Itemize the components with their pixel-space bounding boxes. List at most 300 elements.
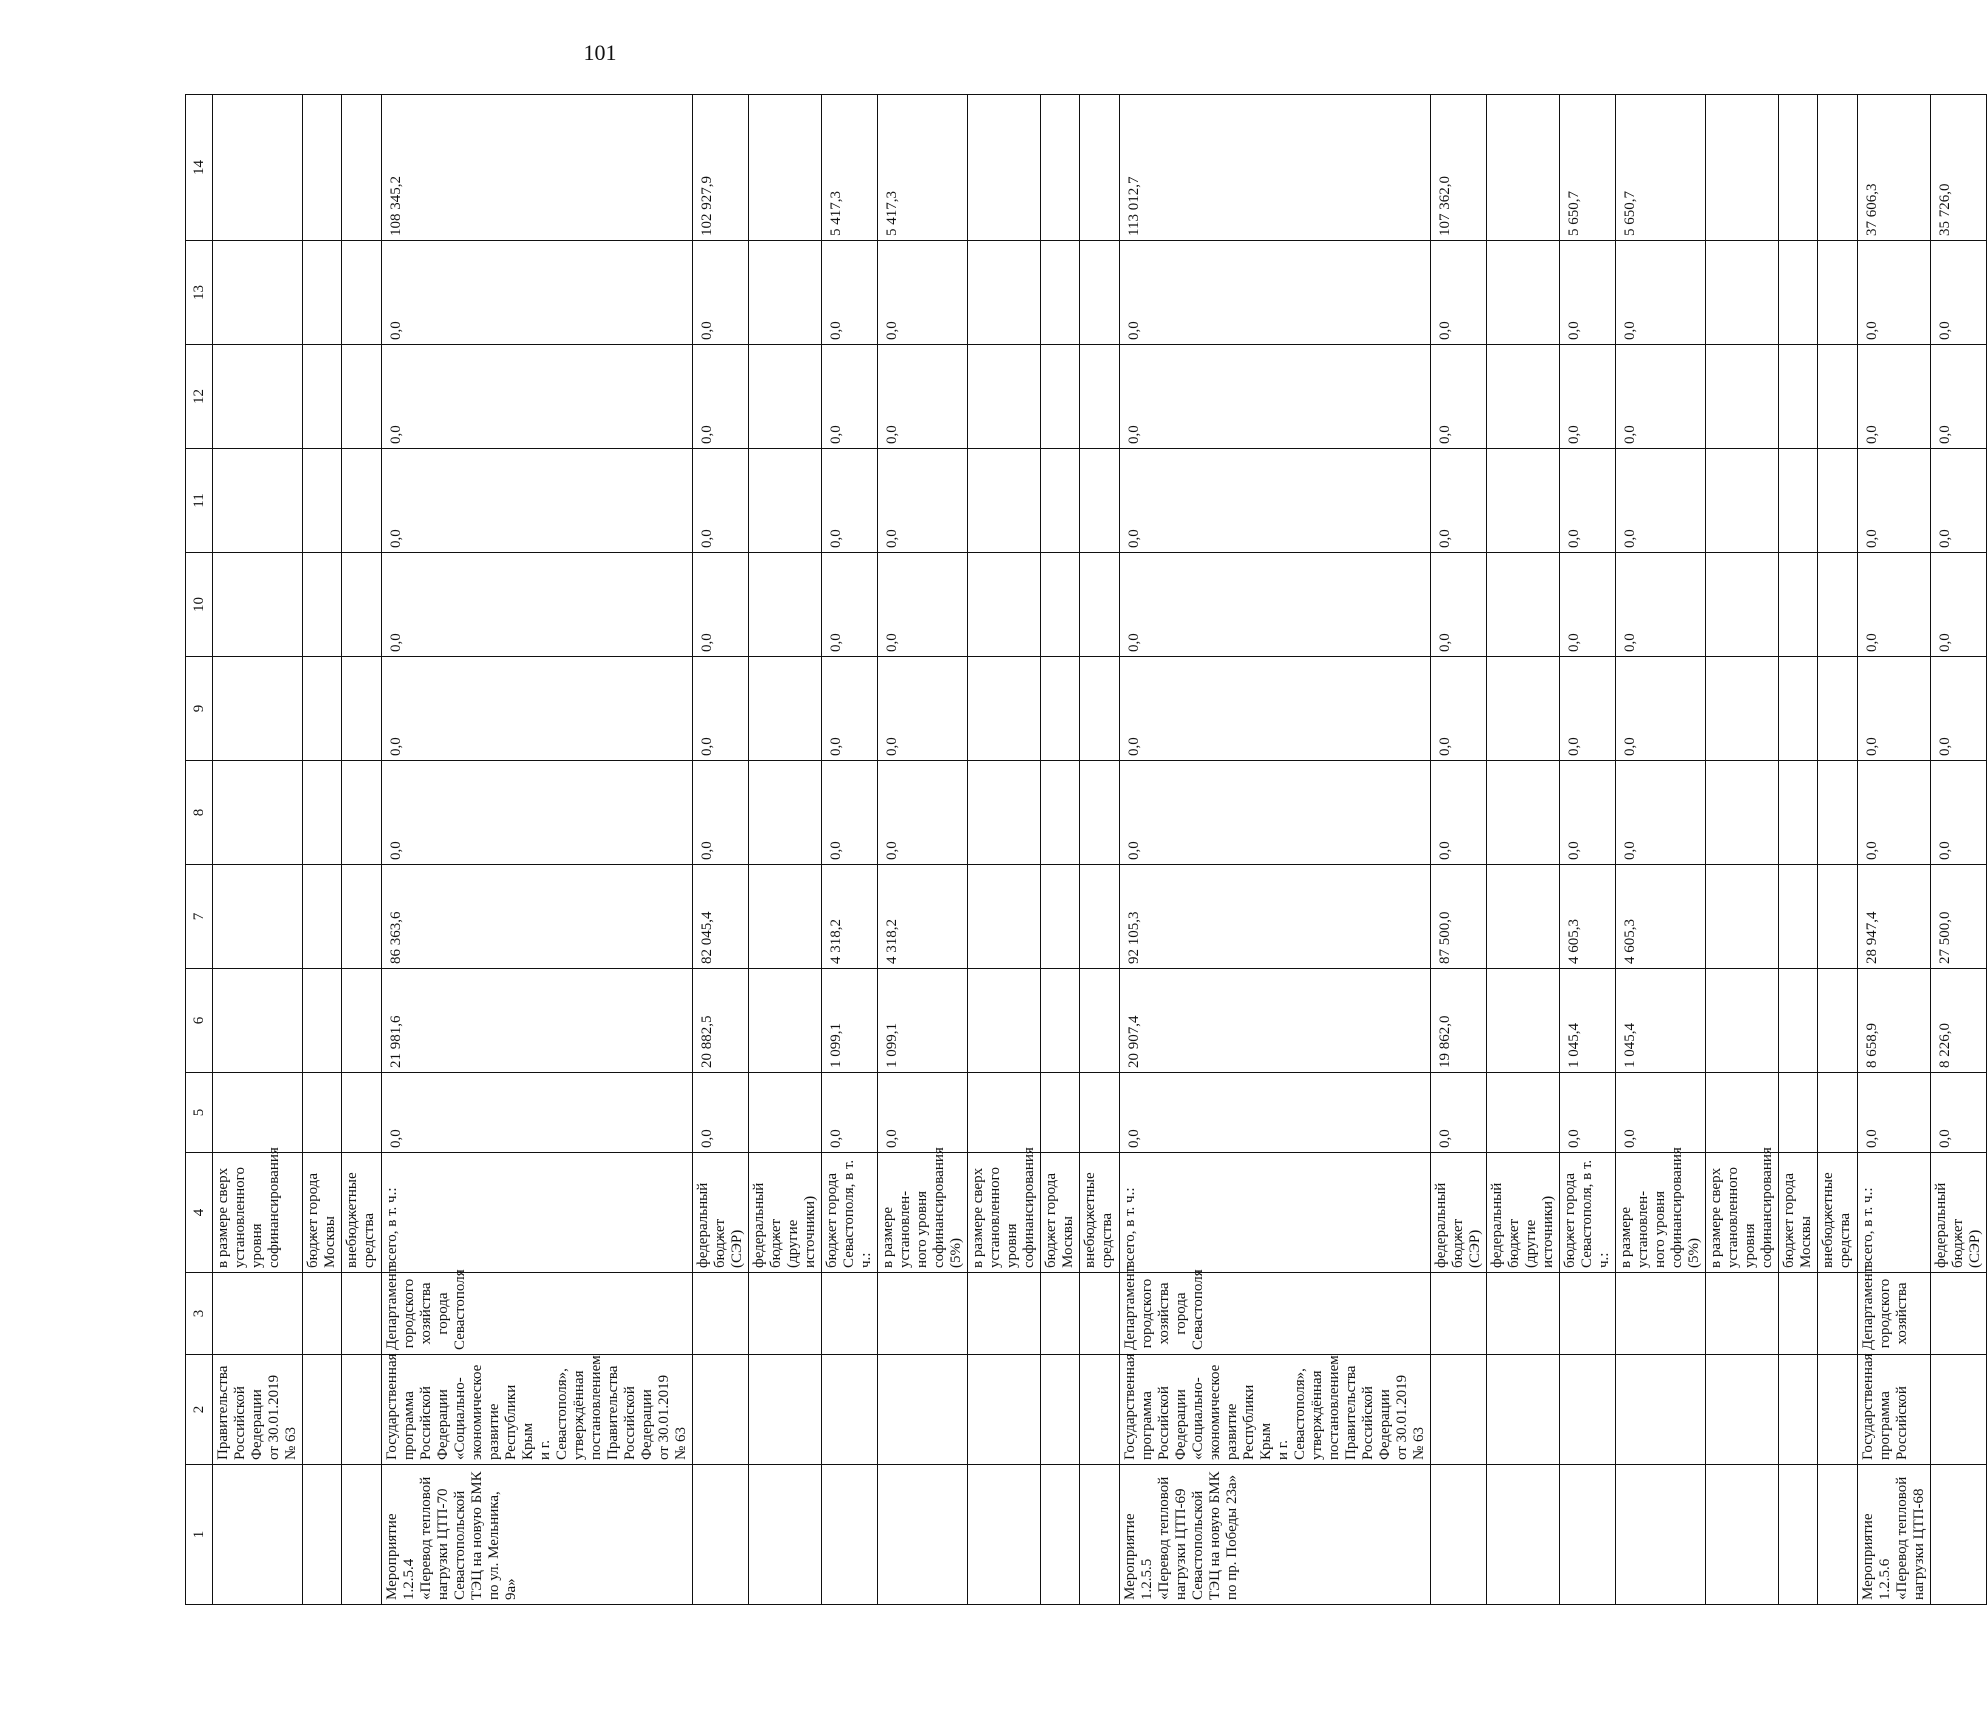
table-value-cell: 0,0	[1560, 553, 1616, 657]
column-number-cell: 3	[186, 1273, 213, 1355]
table-value-cell	[749, 449, 822, 553]
table-value-cell	[303, 95, 342, 241]
table-cell-c2: Государственная программа Российской Федерации «Социально- экономическое развитие Республики Крым и г. Севастополя», утверждённая постановлением Правительства Российской Федерации от 30.01.2019 № 63	[1120, 1355, 1431, 1465]
table-value-cell	[1779, 969, 1818, 1073]
table-value-cell: 0,0	[822, 657, 878, 761]
table-value-cell: 0,0	[1431, 241, 1487, 345]
table-value-cell	[1779, 345, 1818, 449]
table-value-cell: 0,0	[822, 1073, 878, 1153]
table-cell-c2	[1706, 1355, 1779, 1465]
table-value-cell	[968, 449, 1041, 553]
table-value-cell	[749, 969, 822, 1073]
table-cell-c1	[1080, 1465, 1120, 1605]
table-value-cell	[1779, 865, 1818, 969]
table-value-cell: 0,0	[1931, 1073, 1987, 1153]
table-cell-c1	[822, 1465, 878, 1605]
table-row	[382, 95, 693, 1605]
table-value-cell	[1818, 1073, 1858, 1153]
table-value-cell: 87 500,0	[1431, 865, 1487, 969]
table-value-cell	[303, 657, 342, 761]
column-number-cell: 4	[186, 1153, 213, 1273]
table-value-cell: 1 099,1	[878, 969, 968, 1073]
table-row	[968, 95, 1041, 1605]
table-value-cell: 35 726,0	[1931, 95, 1987, 241]
table-value-cell	[303, 553, 342, 657]
table-row	[1120, 95, 1431, 1605]
table-value-cell	[1487, 345, 1560, 449]
table-value-cell: 0,0	[382, 345, 693, 449]
table-value-cell	[1706, 241, 1779, 345]
table-value-cell: 0,0	[1931, 553, 1987, 657]
table-value-cell: 0,0	[878, 241, 968, 345]
table-cell-c2	[1487, 1355, 1560, 1465]
table-value-cell	[1487, 553, 1560, 657]
table-row	[303, 95, 342, 1605]
table-value-cell	[1818, 657, 1858, 761]
table-value-cell	[749, 1073, 822, 1153]
table-value-cell: 5 417,3	[822, 95, 878, 241]
table-cell-c4: федеральный бюджет (СЭР)	[693, 1153, 749, 1273]
table-value-cell	[749, 865, 822, 969]
table-cell-c2	[878, 1355, 968, 1465]
table-value-cell: 8 226,0	[1931, 969, 1987, 1073]
table-cell-c1: Мероприятие 1.2.5.6 «Перевод тепловой нагрузки ЦТП-68	[1858, 1465, 1931, 1605]
table-value-cell	[1487, 1073, 1560, 1153]
table-cell-c2: Правительства Российской Федерации от 30.01.2019 № 63	[213, 1355, 303, 1465]
table-body	[186, 95, 1987, 1605]
table-value-cell: 37 606,3	[1858, 95, 1931, 241]
table-value-cell: 0,0	[693, 761, 749, 865]
column-number-cell: 8	[186, 761, 213, 865]
table-cell-c1: Мероприятие 1.2.5.4 «Перевод тепловой нагрузки ЦТП-70 Севастопольской ТЭЦ на новую БМК по ул. Мельника, 9а»	[382, 1465, 693, 1605]
table-value-cell	[1080, 761, 1120, 865]
table-value-cell	[1041, 241, 1080, 345]
table-value-cell	[749, 761, 822, 865]
table-cell-c3	[878, 1273, 968, 1355]
table-row	[1706, 95, 1779, 1605]
table-cell-c1	[1041, 1465, 1080, 1605]
table-row	[1616, 95, 1706, 1605]
table-value-cell: 0,0	[382, 553, 693, 657]
table-value-cell: 0,0	[1120, 657, 1431, 761]
table-value-cell	[1080, 553, 1120, 657]
table-value-cell: 0,0	[1120, 1073, 1431, 1153]
table-cell-c3	[213, 1273, 303, 1355]
table-value-cell: 0,0	[878, 761, 968, 865]
table-value-cell: 0,0	[1120, 449, 1431, 553]
table-value-cell	[1818, 95, 1858, 241]
table-value-cell	[1080, 449, 1120, 553]
table-value-cell: 0,0	[1616, 761, 1706, 865]
table-value-cell: 4 318,2	[822, 865, 878, 969]
table-cell-c3	[303, 1273, 342, 1355]
table-value-cell: 5 650,7	[1616, 95, 1706, 241]
table-row	[749, 95, 822, 1605]
table-cell-c4: внебюджетные средства	[1080, 1153, 1120, 1273]
table-cell-c3	[1431, 1273, 1487, 1355]
table-value-cell: 82 045,4	[693, 865, 749, 969]
table-value-cell: 0,0	[1120, 241, 1431, 345]
table-value-cell	[1779, 553, 1818, 657]
table-value-cell: 0,0	[382, 657, 693, 761]
table-value-cell: 92 105,3	[1120, 865, 1431, 969]
table-value-cell: 0,0	[1616, 449, 1706, 553]
table-cell-c3	[1041, 1273, 1080, 1355]
table-value-cell: 0,0	[878, 657, 968, 761]
table-cell-c2	[1931, 1355, 1987, 1465]
table-value-cell: 0,0	[878, 449, 968, 553]
table-cell-c1	[1931, 1465, 1987, 1605]
table-value-cell	[213, 1073, 303, 1153]
table-value-cell: 0,0	[1616, 241, 1706, 345]
column-number-cell: 13	[186, 241, 213, 345]
table-value-cell	[1779, 657, 1818, 761]
table-value-cell	[1041, 345, 1080, 449]
table-value-cell: 1 099,1	[822, 969, 878, 1073]
column-number-cell: 11	[186, 449, 213, 553]
table-value-cell	[342, 657, 382, 761]
table-value-cell	[1080, 241, 1120, 345]
table-value-cell	[749, 345, 822, 449]
table-value-cell	[303, 865, 342, 969]
table-value-cell	[968, 657, 1041, 761]
table-value-cell: 0,0	[382, 449, 693, 553]
table-cell-c4: бюджет города Севастополя, в т. ч.:	[1560, 1153, 1616, 1273]
table-value-cell	[1706, 969, 1779, 1073]
table-cell-c4: федеральный бюджет (СЭР)	[1431, 1153, 1487, 1273]
table-cell-c3	[1706, 1273, 1779, 1355]
table-value-cell	[1706, 761, 1779, 865]
page-number: 101	[583, 40, 617, 65]
table-value-cell: 0,0	[822, 761, 878, 865]
table-cell-c1	[1706, 1465, 1779, 1605]
table-row	[1931, 95, 1987, 1605]
table-value-cell: 20 882,5	[693, 969, 749, 1073]
table-value-cell: 0,0	[822, 553, 878, 657]
table-cell-c3	[342, 1273, 382, 1355]
table-cell-c3	[1080, 1273, 1120, 1355]
table-value-cell	[1779, 761, 1818, 865]
table-value-cell	[1818, 449, 1858, 553]
table-cell-c1	[1487, 1465, 1560, 1605]
table-value-cell: 0,0	[1431, 1073, 1487, 1153]
table-cell-c4: всего, в т. ч.:	[1120, 1153, 1431, 1273]
table-value-cell: 1 045,4	[1560, 969, 1616, 1073]
table-value-cell: 0,0	[1858, 241, 1931, 345]
table-value-cell: 0,0	[1616, 657, 1706, 761]
column-number-cell: 9	[186, 657, 213, 761]
table-cell-c3: Департамент городского хозяйства города Севастополя	[382, 1273, 693, 1355]
table-row	[213, 95, 303, 1605]
table-value-cell	[968, 761, 1041, 865]
table-value-cell	[342, 553, 382, 657]
table-value-cell: 4 318,2	[878, 865, 968, 969]
table-value-cell: 0,0	[1931, 657, 1987, 761]
table-cell-c3	[822, 1273, 878, 1355]
table-value-cell: 0,0	[693, 657, 749, 761]
table-value-cell	[213, 345, 303, 449]
table-row	[1858, 95, 1931, 1605]
table-row	[1560, 95, 1616, 1605]
table-value-cell: 0,0	[693, 345, 749, 449]
table-value-cell	[1487, 449, 1560, 553]
table-value-cell	[968, 1073, 1041, 1153]
table-cell-c4: в размере установлен- ного уровня софинансирования (5%)	[1616, 1153, 1706, 1273]
table-value-cell	[1818, 865, 1858, 969]
table-value-cell	[213, 969, 303, 1073]
table-value-cell	[1487, 969, 1560, 1073]
table-value-cell: 0,0	[1560, 657, 1616, 761]
table-cell-c2: Государственная программа Российской Федерации «Социально- экономическое развитие Республики Крым и г. Севастополя», утверждённая постановлением Правительства Российской Федерации от 30.01.2019 № 63	[382, 1355, 693, 1465]
table-cell-c4: бюджет города Москвы	[303, 1153, 342, 1273]
table-value-cell	[342, 761, 382, 865]
table-cell-c4: федеральный бюджет (другие источники)	[1487, 1153, 1560, 1273]
table-value-cell: 0,0	[382, 761, 693, 865]
table-value-cell: 0,0	[1120, 553, 1431, 657]
table-value-cell: 0,0	[1858, 449, 1931, 553]
table-value-cell	[749, 95, 822, 241]
table-cell-c2	[303, 1355, 342, 1465]
table-cell-c4: федеральный бюджет (другие источники)	[749, 1153, 822, 1273]
table-cell-c2	[342, 1355, 382, 1465]
table-value-cell: 113 012,7	[1120, 95, 1431, 241]
table-value-cell	[1706, 1073, 1779, 1153]
table-value-cell: 4 605,3	[1616, 865, 1706, 969]
table-value-cell	[303, 241, 342, 345]
table-value-cell	[1487, 865, 1560, 969]
table-cell-c1	[342, 1465, 382, 1605]
table-value-cell	[1487, 95, 1560, 241]
table-cell-c2	[968, 1355, 1041, 1465]
table-cell-c1	[878, 1465, 968, 1605]
financing-table	[185, 94, 1987, 1605]
column-number-cell: 10	[186, 553, 213, 657]
table-value-cell: 108 345,2	[382, 95, 693, 241]
table-value-cell	[1706, 865, 1779, 969]
table-cell-c1	[693, 1465, 749, 1605]
table-value-cell: 0,0	[1931, 761, 1987, 865]
table-value-cell: 0,0	[1616, 553, 1706, 657]
table-value-cell	[1706, 553, 1779, 657]
table-value-cell: 0,0	[1431, 761, 1487, 865]
table-value-cell	[213, 553, 303, 657]
table-value-cell	[213, 761, 303, 865]
table-value-cell	[1706, 345, 1779, 449]
table-value-cell	[1080, 865, 1120, 969]
table-row	[342, 95, 382, 1605]
table-value-cell: 0,0	[1560, 345, 1616, 449]
table-value-cell: 0,0	[1431, 657, 1487, 761]
table-cell-c2	[822, 1355, 878, 1465]
table-value-cell: 0,0	[1560, 761, 1616, 865]
table-cell-c3: Департамент городского хозяйства	[1858, 1273, 1931, 1355]
table-value-cell	[342, 345, 382, 449]
table-value-cell: 0,0	[1858, 657, 1931, 761]
table-value-cell	[303, 345, 342, 449]
table-cell-c1	[1818, 1465, 1858, 1605]
table-cell-c3	[1560, 1273, 1616, 1355]
table-value-cell	[1041, 449, 1080, 553]
table-value-cell: 0,0	[1858, 761, 1931, 865]
table-row	[822, 95, 878, 1605]
table-value-cell: 5 650,7	[1560, 95, 1616, 241]
table-value-cell	[968, 553, 1041, 657]
table-value-cell	[1080, 969, 1120, 1073]
column-number-row	[186, 95, 213, 1605]
table-value-cell: 0,0	[1120, 345, 1431, 449]
table-value-cell: 0,0	[822, 241, 878, 345]
table-value-cell	[1041, 969, 1080, 1073]
table-value-cell	[1080, 95, 1120, 241]
table-value-cell: 20 907,4	[1120, 969, 1431, 1073]
table-value-cell	[213, 865, 303, 969]
table-cell-c1	[1431, 1465, 1487, 1605]
table-value-cell	[1487, 241, 1560, 345]
table-value-cell	[1041, 657, 1080, 761]
table-cell-c1	[749, 1465, 822, 1605]
table-cell-c4: в размере сверх установленного уровня софинансирования	[968, 1153, 1041, 1273]
table-value-cell	[1041, 553, 1080, 657]
table-value-cell: 102 927,9	[693, 95, 749, 241]
table-value-cell	[1779, 1073, 1818, 1153]
table-value-cell: 0,0	[693, 241, 749, 345]
table-cell-c1	[1616, 1465, 1706, 1605]
table-value-cell	[1080, 1073, 1120, 1153]
table-value-cell	[342, 241, 382, 345]
table-value-cell: 0,0	[878, 553, 968, 657]
table-row	[1487, 95, 1560, 1605]
table-value-cell	[1818, 345, 1858, 449]
table-value-cell: 0,0	[1431, 553, 1487, 657]
table-cell-c3	[968, 1273, 1041, 1355]
table-value-cell	[1487, 761, 1560, 865]
table-value-cell	[303, 1073, 342, 1153]
table-value-cell	[342, 449, 382, 553]
table-cell-c2	[1041, 1355, 1080, 1465]
table-value-cell	[213, 449, 303, 553]
table-value-cell: 0,0	[693, 449, 749, 553]
table-cell-c2: Государственная программа Российской	[1858, 1355, 1931, 1465]
table-value-cell: 0,0	[1431, 345, 1487, 449]
table-row	[1041, 95, 1080, 1605]
table-cell-c4: всего, в т. ч.:	[1858, 1153, 1931, 1273]
table-cell-c3	[1818, 1273, 1858, 1355]
table-value-cell: 0,0	[1616, 345, 1706, 449]
table-value-cell	[1779, 95, 1818, 241]
table-cell-c3	[1779, 1273, 1818, 1355]
table-value-cell: 0,0	[382, 241, 693, 345]
table-value-cell: 1 045,4	[1616, 969, 1706, 1073]
table-row	[878, 95, 968, 1605]
table-cell-c3	[693, 1273, 749, 1355]
table-value-cell: 0,0	[1560, 449, 1616, 553]
table-cell-c4: бюджет города Москвы	[1779, 1153, 1818, 1273]
table-value-cell: 5 417,3	[878, 95, 968, 241]
table-cell-c2	[1616, 1355, 1706, 1465]
table-value-cell	[1041, 865, 1080, 969]
table-cell-c2	[1431, 1355, 1487, 1465]
table-value-cell: 0,0	[1931, 449, 1987, 553]
table-cell-c1	[1560, 1465, 1616, 1605]
rotated-table-container	[185, 95, 1983, 1605]
table-cell-c4: в размере сверх установленного уровня софинансирования	[1706, 1153, 1779, 1273]
table-value-cell	[749, 657, 822, 761]
table-value-cell	[1041, 1073, 1080, 1153]
table-value-cell: 0,0	[1560, 241, 1616, 345]
table-value-cell: 0,0	[878, 345, 968, 449]
table-cell-c1	[303, 1465, 342, 1605]
table-value-cell	[1779, 241, 1818, 345]
column-number-cell: 2	[186, 1355, 213, 1465]
table-cell-c1	[968, 1465, 1041, 1605]
table-cell-c3	[1616, 1273, 1706, 1355]
table-value-cell: 0,0	[1858, 345, 1931, 449]
table-value-cell: 0,0	[822, 449, 878, 553]
table-cell-c4: внебюджетные средства	[1818, 1153, 1858, 1273]
table-value-cell: 19 862,0	[1431, 969, 1487, 1073]
column-number-cell: 14	[186, 95, 213, 241]
table-value-cell: 107 362,0	[1431, 95, 1487, 241]
table-value-cell	[342, 1073, 382, 1153]
table-cell-c1: Мероприятие 1.2.5.5 «Перевод тепловой нагрузки ЦТП-69 Севастопольской ТЭЦ на новую БМК по пр. Победы 23а»	[1120, 1465, 1431, 1605]
table-value-cell	[1080, 345, 1120, 449]
table-cell-c4: внебюджетные средства	[342, 1153, 382, 1273]
table-cell-c4: бюджет города Севастополя, в т. ч.:	[822, 1153, 878, 1273]
table-value-cell: 0,0	[1858, 1073, 1931, 1153]
table-row	[1080, 95, 1120, 1605]
table-cell-c2	[1080, 1355, 1120, 1465]
table-value-cell: 21 981,6	[382, 969, 693, 1073]
table-value-cell: 0,0	[1431, 449, 1487, 553]
table-value-cell	[1041, 761, 1080, 865]
table-cell-c1	[213, 1465, 303, 1605]
table-value-cell	[303, 969, 342, 1073]
table-cell-c2	[1560, 1355, 1616, 1465]
table-value-cell: 0,0	[1931, 345, 1987, 449]
table-value-cell	[1779, 449, 1818, 553]
table-value-cell: 0,0	[693, 1073, 749, 1153]
table-value-cell	[213, 657, 303, 761]
table-value-cell	[1706, 95, 1779, 241]
table-cell-c4: в размере установлен- ного уровня софинансирования (5%)	[878, 1153, 968, 1273]
table-value-cell: 27 500,0	[1931, 865, 1987, 969]
table-value-cell	[213, 95, 303, 241]
table-cell-c2	[1779, 1355, 1818, 1465]
table-value-cell: 0,0	[878, 1073, 968, 1153]
table-value-cell	[1706, 657, 1779, 761]
table-value-cell	[749, 241, 822, 345]
table-row	[1779, 95, 1818, 1605]
table-value-cell	[342, 969, 382, 1073]
table-cell-c4: всего, в т. ч.:	[382, 1153, 693, 1273]
table-cell-c3	[749, 1273, 822, 1355]
table-value-cell: 0,0	[1120, 761, 1431, 865]
table-cell-c2	[749, 1355, 822, 1465]
table-value-cell	[342, 95, 382, 241]
column-number-cell: 6	[186, 969, 213, 1073]
table-cell-c2	[1818, 1355, 1858, 1465]
table-value-cell: 8 658,9	[1858, 969, 1931, 1073]
table-row	[1818, 95, 1858, 1605]
column-number-cell: 1	[186, 1465, 213, 1605]
table-value-cell	[968, 95, 1041, 241]
table-value-cell	[1487, 657, 1560, 761]
table-value-cell	[1080, 657, 1120, 761]
table-value-cell: 0,0	[382, 1073, 693, 1153]
table-row	[693, 95, 749, 1605]
table-value-cell	[213, 241, 303, 345]
table-cell-c3	[1931, 1273, 1987, 1355]
